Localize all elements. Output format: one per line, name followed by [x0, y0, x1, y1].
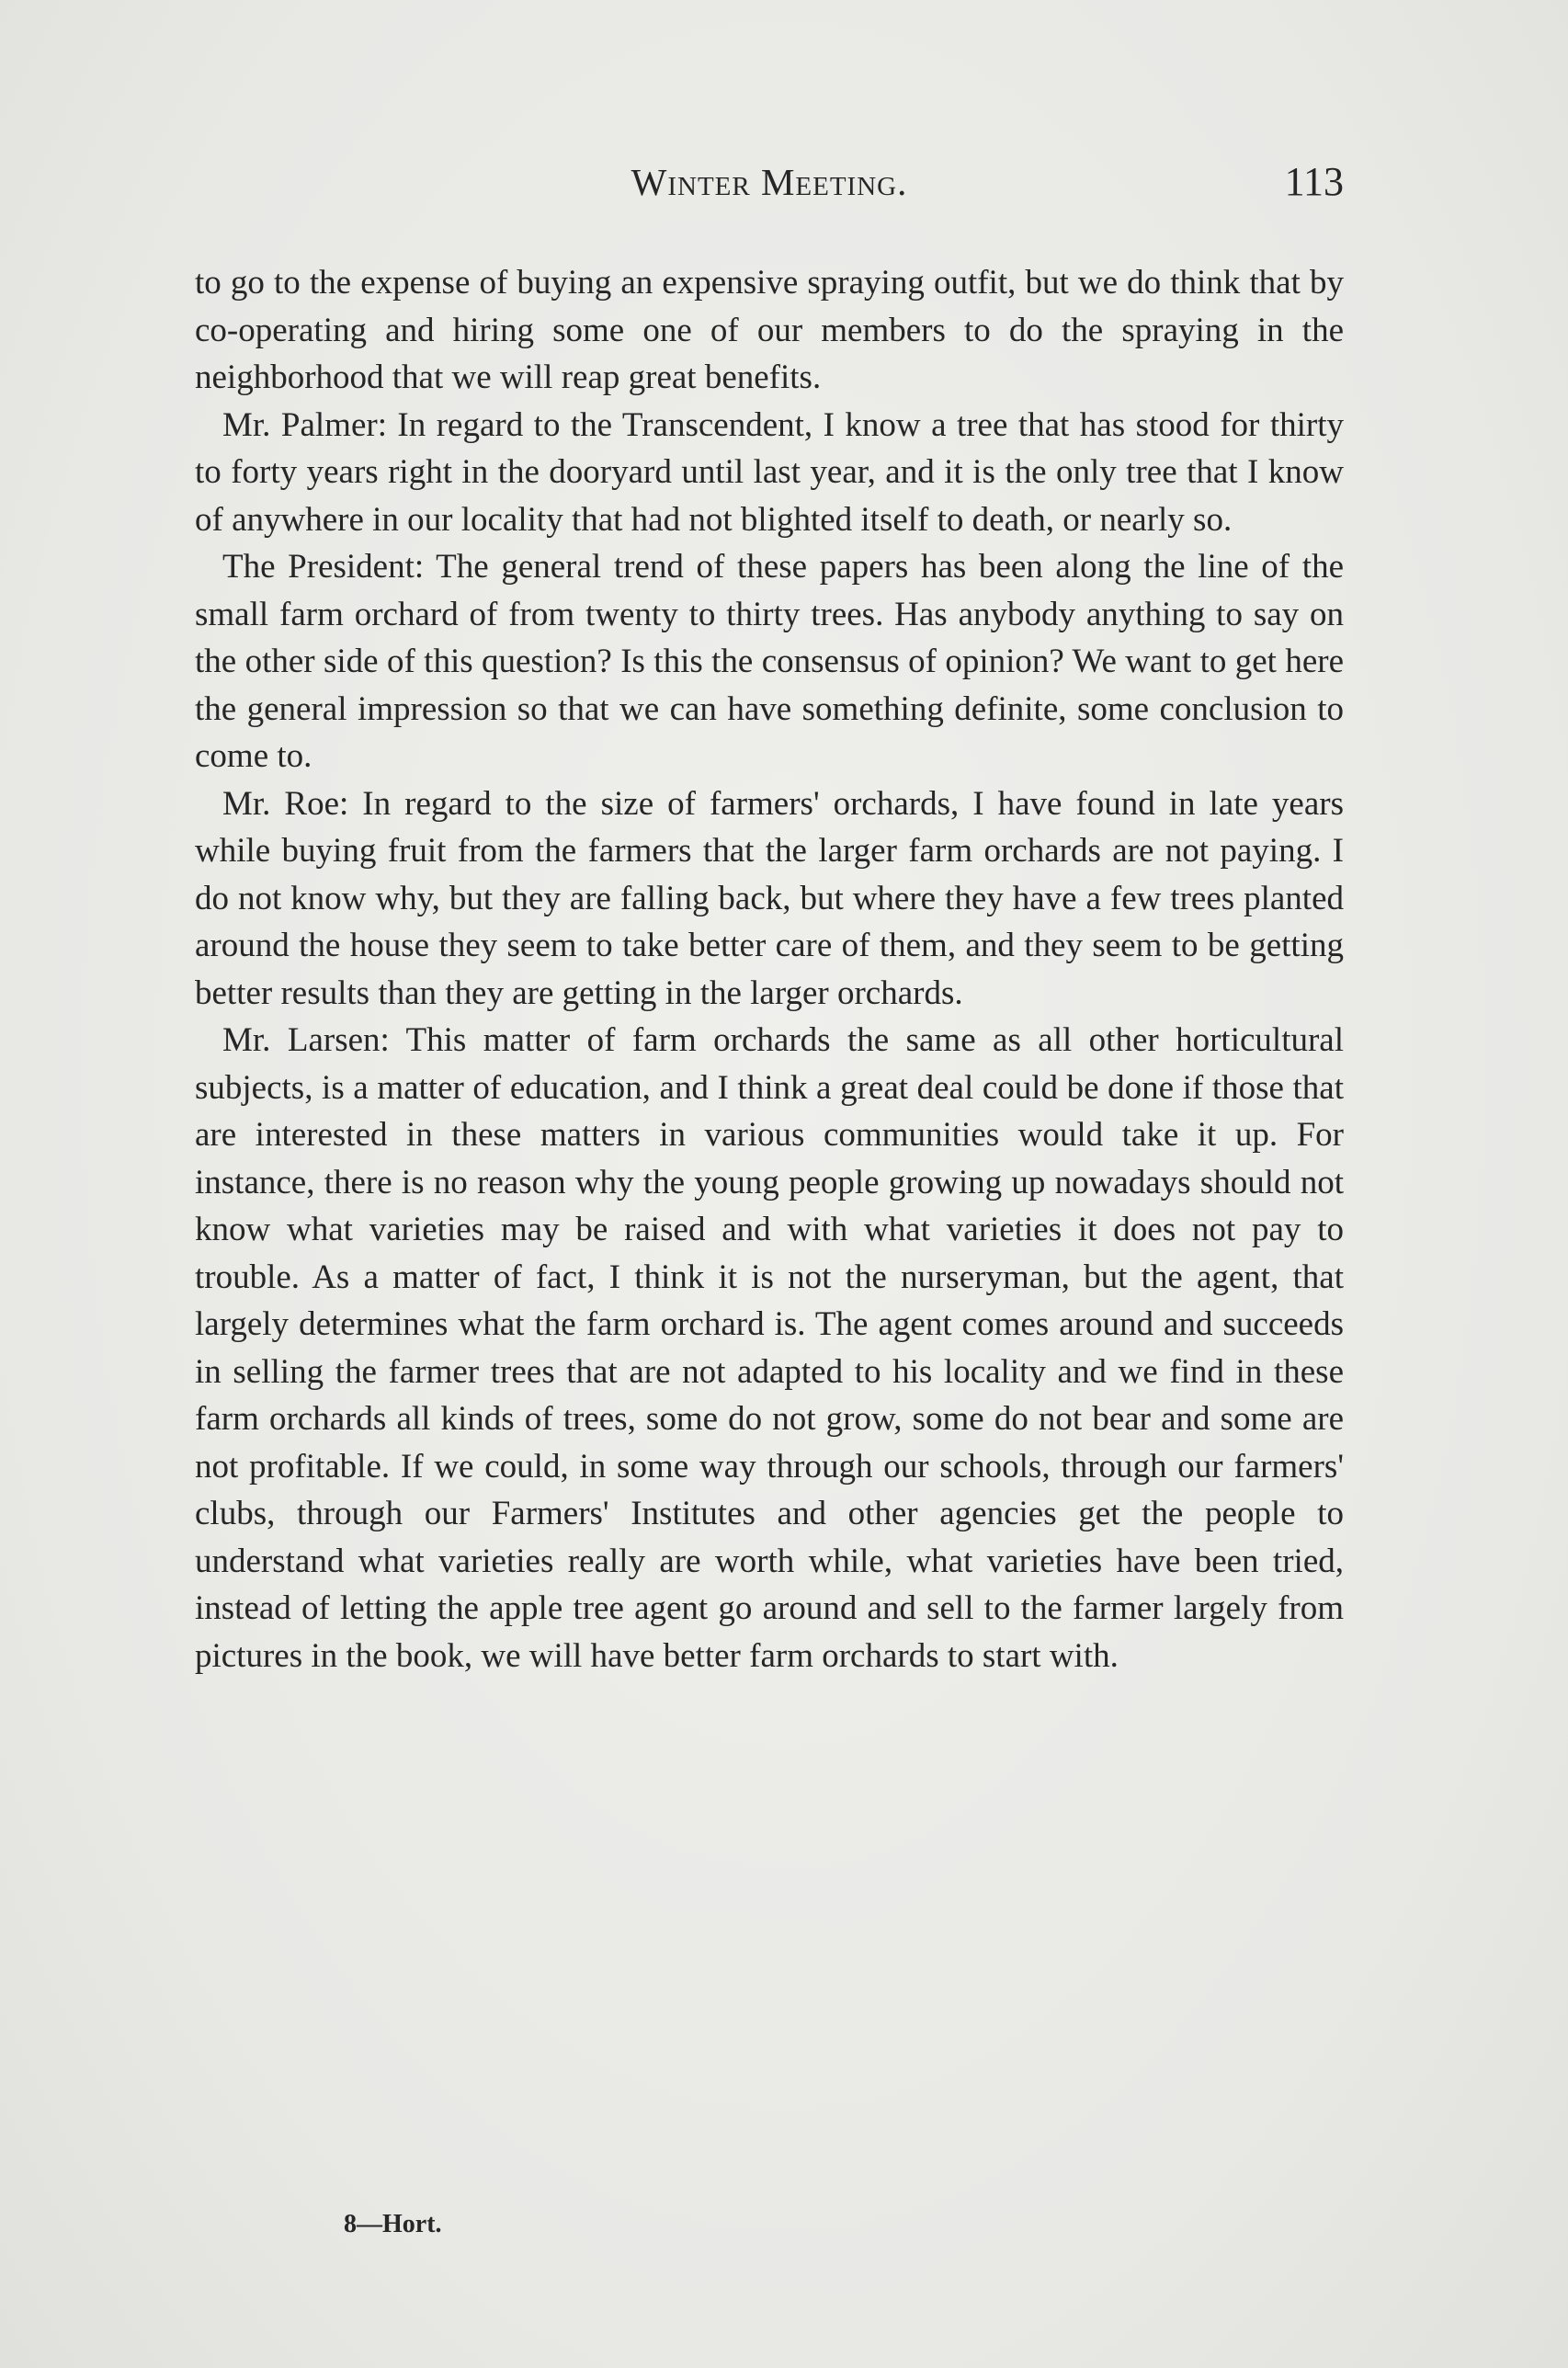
- running-head: [195, 154, 1344, 210]
- paragraph-mr-roe: Mr. Roe: In regard to the size of farmers' orchards, I have found in late years while buying fruit from the farmers that the larger farm orchards are not paying. I do not know why, but they are falling back, but where they have a few trees planted around the house they seem to take better care of them, and they seem to be getting better results than they are getting in the larger orchards.: [195, 784, 1344, 1012]
- page-number: 113: [1284, 159, 1344, 204]
- paragraph-mr-larsen: Mr. Larsen: This matter of farm orchards the same as all other horticultural subjects, is a matter of education, and I think a great deal could be done if those that are interested in these matters in various communities would take it up. For instance, there is no reason why the young people growing up nowadays should not know what varieties may be raised and with what varieties it does not pay to trouble. As a matter of fact, I think it is not the nurseryman, but the agent, that largely determines what the farm orchard is. The agent comes around and succeeds in selling the farmer trees that are not adapted to his locality and we find in these farm orchards all kinds of trees, some do not grow, some do not bear and some are not profitable. If we could, in some way through our schools, through our farmers' clubs, through our Farmers' Institutes and other agencies get the people to understand what varieties really are worth while, what varieties have been tried, instead of letting the apple tree agent go around and sell to the farmer largely from pictures in the book, we will have better farm orchards to start with.: [195, 1021, 1344, 1675]
- paragraph-continuation: to go to the expense of buying an expensive spraying outfit, but we do think that by co-operating and hiring some one of our members to do the spraying in the neighborhood that we will reap great benefits.: [195, 264, 1344, 396]
- paragraph-mr-palmer: Mr. Palmer: In regard to the Transcendent, I know a tree that has stood for thirty to forty years right in the dooryard until last year, and it is the only tree that I know of anywhere in our locality that had not blighted itself to death, or nearly so.: [195, 405, 1344, 539]
- signature-mark: 8—Hort.: [344, 2210, 442, 2238]
- running-title: Winter Meeting.: [631, 161, 908, 203]
- paragraph-the-president: The President: The general trend of these papers has been along the line of the small farm orchard of from twenty to thirty trees. Has anybody anything to say on the other side of this question? Is this the consensus of opinion? We want to get here the general impression so that we can have something definite, some conclusion to come to.: [195, 548, 1344, 775]
- body-text: [195, 259, 1344, 1679]
